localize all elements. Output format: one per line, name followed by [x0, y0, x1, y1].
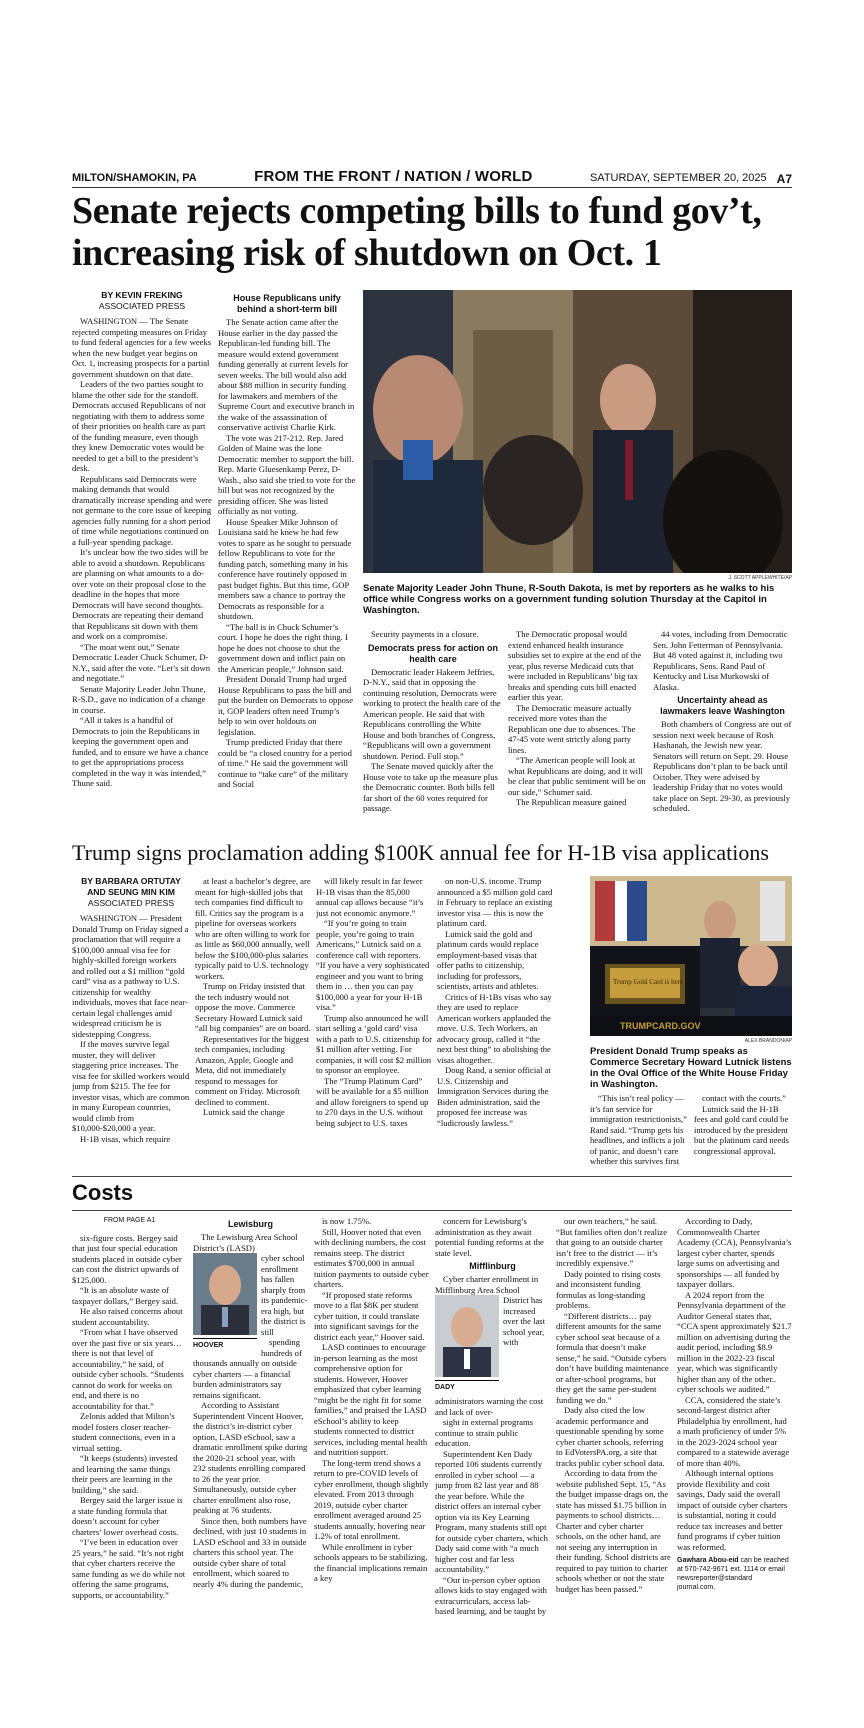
paragraph: 44 votes, including from Democratic Sen. John Fetterman of Pennsylvania. But 48 voted against it, including two Republicans, Sens. Rand Paul of Kentucky and Lisa Murkowski of Alaska.	[653, 629, 788, 692]
story2-col6	[694, 1093, 792, 1173]
paragraph: “It keeps (students) invested and learning the same things their peers are learning in the building,” she said.	[72, 1453, 178, 1495]
hoover-mugshot	[193, 1253, 257, 1351]
paragraph: Bergey said the larger issue is a state funding formula that doesn’t account for cyber charters’ lower overhead costs.	[72, 1495, 183, 1537]
paragraph: If the moves survive legal muster, they will deliver staggering price increases. The visa fee for skilled workers would jump from $215. The fee for investor visas, which are common in many European countries, would climb from $10,000-$20,000 a year.	[72, 1039, 190, 1133]
story1-subhead-3: Uncertainty ahead as lawmakers leave Washington	[660, 695, 785, 716]
story1-col1	[72, 290, 212, 830]
edition-label: MILTON/SHAMOKIN, PA	[72, 172, 197, 184]
paragraph: six-figure costs. Bergey said that just four special education students placed in outside cyber can cost the district upwards of $125,000.	[72, 1232, 182, 1285]
hoover-portrait	[193, 1253, 257, 1335]
paragraph: on non-U.S. income. Trump announced a $5 million gold card in February to replace an existing investor visa — this is now the platinum card.	[437, 876, 553, 928]
costs-section-head: Costs	[72, 1180, 134, 1205]
story2-photo	[590, 876, 792, 1036]
paragraph: Security payments in a closure.	[371, 629, 479, 639]
paragraph: The vote was 217-212. Rep. Jared Golden of Maine was the lone Democratic member to support the bill. Rep. Marie Gluesenkamp Perez, D-Wash., also said she tried to vote for the bill but was not recognized by the presiding officer. She was listed officially as not voting.	[218, 432, 356, 516]
story1-subhead-2: Democrats press for action on health care	[367, 642, 499, 664]
story2-col3	[316, 876, 432, 1168]
paragraph: The Senate moved quickly after the House vote to take up the measure plus the Democratic counter. Both bills fell far short of the 60 votes required for passage.	[363, 761, 498, 813]
paragraph: sight in external programs continue to strain public education.	[435, 1417, 533, 1448]
contact-line	[677, 1556, 792, 1592]
paragraph: House Speaker Mike Johnson of Louisiana said he knew he had few votes to spare as he sought to persuade fellow Republicans to vote for the funding patch, something many in his conference have routinely opposed in past budget fights. But this time, GOP members saw a chance to portray the Democrats as responsible for a shutdown.	[218, 516, 352, 621]
thune-reporters-photo	[363, 290, 792, 573]
paragraph: WASHINGTON — President Donald Trump on Friday signed a proclamation that will require a $100,000 annual visa fee for highly-skilled foreign workers and rolled out a $1 million “gold card” visa as a pathway to U.S. citizenship for wealthy individuals, moves that face near-certain legal challenges amid widespread criticism he is sidestepping Congress.	[72, 913, 189, 1039]
costs-col4-intro: Cyber charter enrollment in Mifflinburg Area School	[435, 1274, 539, 1295]
story1-col3	[363, 629, 503, 829]
costs-col2-wrap: cyber school enrollment has fallen sharply from its pandemic-era high, but the district is still	[261, 1253, 308, 1337]
paragraph: “If you’re going to train people, you’re going to train Americans,” Lutnick said on a conference call with reporters. “If you have a very sophisticated engineer and you want to bring them in … then you can pay $100,000 a year for your H-1B visa.”	[316, 918, 430, 1012]
paragraph: Representatives for the biggest tech companies, including Amazon, Apple, Google and Meta, did not immediately respond to messages for comment on Friday. Microsoft declined to comment.	[195, 1033, 310, 1107]
paragraph: our own teachers,” he said. “But families often don’t realize that going to an outside charter isn’t free to the district — it’s incredibly expensive.”	[556, 1216, 668, 1268]
lewisburg-subhead: Lewisburg	[227, 1219, 273, 1229]
story2-col5	[590, 1093, 688, 1173]
paragraph: “I’ve been in education over 25 years,” he said. “It’s not right that cyber charters receive the same funding as we do while not offering the same programs, supports, or accountability.”	[72, 1537, 186, 1600]
gold-card-text: Trump Gold Card is here	[613, 978, 684, 986]
paragraph: Trump also announced he will start selling a ‘gold card’ visa with a path to U.S. citizenship for $1 million after vetting. For companies, it will cost $2 million to sponsor an employee.	[316, 1012, 432, 1075]
story1-photo	[363, 290, 792, 573]
paragraph: Lutnick said the gold and platinum cards would replace employment-based visas that offer paths to citizenship, including for professors, scientists, artists and athletes.	[437, 928, 539, 991]
story2-col4	[437, 876, 553, 1168]
paragraph: According to Dady, Commonwealth Charter Academy (CCA), Pennsylvania’s largest cyber charter, spends large sums on advertising and sponsorships — all funded by taxpayer dollars.	[677, 1216, 792, 1289]
paragraph: WASHINGTON — The Senate rejected competing measures on Friday to fund federal agencies for a few weeks when the new budget year begins on Oct. 1, increasing prospects for a partial government shutdown on that date.	[72, 316, 212, 379]
paragraph: “Our in-person cyber option allows kids to stay engaged with extracurriculars, access lab-based learning, and be taught by	[435, 1574, 547, 1616]
paragraph: Still, Hoover noted that even with declining numbers, the cost remains steep. The district estimates $700,000 in annual tuition payments to outside cyber charters.	[314, 1226, 429, 1289]
paragraph: Lutnick said the change	[203, 1107, 285, 1117]
paragraph: spending hundreds of thousands annually on outside cyber charters — a financial burden administrators say remains significant.	[193, 1337, 302, 1400]
paragraph: Leaders of the two parties sought to blame the other side for the standoff. Democrats accused Republicans of not negotiating with them to address some of their priorities on health care as part of the funding measure, even though they knew Democratic votes would be needed to get a bill to the president’s desk.	[72, 379, 206, 473]
paragraph: Republicans said Democrats were making demands that would dramatically increase spending and were not germane to the core issue of keeping agencies fully running for a short period of time while negotiations continued on a full-year spending package.	[72, 473, 212, 547]
story1-photo-credit: J. SCOTT APPLEWHITE/AP	[728, 575, 792, 581]
paragraph: Dady also cited the low academic performance and questionable spending by some cyber charter schools, referring to EdVotersPA.org, a site that tracks public cyber school data.	[556, 1405, 665, 1468]
paragraph: at least a bachelor’s degree, are meant for high-skilled jobs that tech companies find difficult to fill. Critics say the program is a pipeline for overseas workers who are often willing to work for as little as $60,000 annually, well below the $100,000-plus salaries typically paid to U.S. technology workers.	[195, 876, 311, 981]
paragraph: Since then, both numbers have declined, with just 10 students in LASD eSchool and 33 in outside charters this school year. The outside cyber share of total enrollment, which soared to nearly 4% during the pandemic,	[193, 1515, 307, 1589]
story2-col1	[72, 876, 190, 1168]
paragraph: Senate Majority Leader John Thune, R-S.D., gave no indication of a change in course.	[72, 683, 206, 715]
paragraph: Zelonis added that Milton’s model fosters closer teacher-student connections, even in a virtual setting.	[72, 1411, 176, 1453]
paragraph: The Democratic measure actually received more votes than the Republican one due to absences. The 47-45 vote went strictly along party lines.	[508, 702, 636, 755]
paragraph: “From what I have observed over the past five or six years… there is not that level of accountability,” he said, of outside cyber schools. “Students cannot do work for weeks on end, and there is no accountability for that.”	[72, 1327, 184, 1411]
dady-mugshot	[435, 1295, 499, 1393]
paragraph: According to Assistant Superintendent Vincent Hoover, the district’s in-district cyber option, LASD eSchool, saw a dramatic enrollment spike during the 2020-21 school year, with 232 students enrolling compared to 26 the year prior. Simultaneously, outside cyber charter enrollment also rose, peaking at 76 students.	[193, 1400, 308, 1515]
story2-col2	[195, 876, 311, 1168]
story1-col5	[653, 629, 792, 829]
hoover-mug-label: HOOVER	[193, 1338, 257, 1352]
story1-agency: ASSOCIATED PRESS	[98, 301, 186, 311]
paragraph: The Democratic proposal would extend enhanced health insurance subsidies set to expire at the end of the year, plus reverse Medicaid cuts that were included in Republicans’ big tax breaks and spending cuts bill enacted earlier this year.	[508, 629, 642, 702]
story1-caption: Senate Majority Leader John Thune, R-South Dakota, is met by reporters as he walks to his office while Congress works on a government funding solution Thursday at the Capitol in Washington.	[363, 583, 775, 616]
costs-col1	[72, 1216, 187, 1656]
story2-agency: ASSOCIATED PRESS	[87, 898, 175, 908]
paragraph: The long-term trend shows a return to pre-COVID levels of cyber enrollment, though slightly elevated. From 2013 through 2019, outside cyber charter enrollment averaged around 25 students annually, hovering near 1.2% of total enrollment.	[314, 1457, 429, 1541]
story2-headline: Trump signs proclamation adding $100K annual fee for H-1B visa applications	[72, 840, 769, 865]
costs-rule	[72, 1210, 792, 1211]
story1-subhead-1: House Republicans unify behind a short-term bill	[233, 293, 341, 314]
paragraph: H-1B visas, which require	[80, 1133, 171, 1144]
paragraph: He also raised concerns about student accountability.	[72, 1306, 183, 1327]
oval-office-photo	[590, 876, 792, 1036]
section-rule	[72, 1176, 792, 1177]
paragraph: concern for Lewisburg’s administration as they await potential funding reforms at the state level.	[435, 1216, 544, 1258]
paragraph: “The American people will look at what Republicans are doing, and it will be clear that public sentiment will be on our side,” Schumer said.	[508, 755, 646, 797]
paragraph: “The moat went out,” Senate Democratic Leader Chuck Schumer, D-N.Y., said after the vote. “Let’s sit down and negotiate.”	[72, 641, 211, 683]
paragraph: will likely result in far fewer H-1B visas than the 85,000 annual cap allows because “it’s just not economic anymore.”	[316, 876, 424, 918]
page-number: A7	[776, 172, 792, 186]
costs-col4	[435, 1216, 550, 1656]
folio	[72, 168, 792, 188]
section-label: FROM THE FRONT / NATION / WORLD	[254, 168, 533, 185]
trumpcard-sign-text: TRUMPCARD.GOV	[620, 1021, 701, 1031]
paragraph: Both chambers of Congress are out of session next week because of Rosh Hashanah, the Jewish new year. Senators will return on Sept. 29. House Republicans don’t plan to be back until October. They were advised by leadership Friday that no votes would take place on Sept. 29-30, as previously scheduled.	[653, 719, 792, 813]
contact-name: Gawhara Abou-eid	[677, 1557, 739, 1564]
story2-byline-1: BY BARBARA ORTUTAY	[81, 876, 181, 886]
paragraph: Although internal options provide flexibility and cost savings, Dady said the overall impact of outside cyber charters is substantial, noting it could reduce tax increases and better fund programs if cyber tuition was reformed.	[677, 1468, 788, 1552]
paragraph: Trump on Friday insisted that the tech industry would not oppose the move. Commerce Secretary Howard Lutnick said “all big companies” are on board.	[195, 981, 311, 1033]
paragraph: The Republican measure gained	[516, 797, 627, 807]
paragraph: CCA, considered the state’s second-largest district after Philadelphia by enrollment, had a math proficiency of under 5% in the 2023-2024 school year compared to a statewide average of more than 40%.	[677, 1394, 790, 1468]
jump-line: FROM PAGE A1	[103, 1217, 156, 1224]
costs-col2-intro: The Lewisburg Area School District’s (LASD)	[193, 1232, 298, 1253]
paragraph: According to data from the website published Sept. 15, “As the budget impasse drags on, the state has missed $1.75 billion in payments to school districts… Charter and cyber charter schools, on the other hand, are not seeing any interruption in their funding. School districts are required to pay tuition to charter schools whether or not the state budget has been passed.”	[556, 1468, 671, 1594]
paragraph: The Senate action came after the House earlier in the day passed the Republican-led funding bill. The measure would extend government funding generally at current levels for seven weeks. The bill would also add about $88 million in security funding for lawmakers and members of the Supreme Court and executive branch in the wake of the assassination of conservative activist Charlie Kirk.	[218, 317, 355, 432]
paragraph: “If proposed state reforms move to a flat $8K per student cyber tuition, it could translate into significant savings for the district each year,” Hoover said.	[314, 1289, 425, 1342]
costs-col2	[193, 1216, 308, 1656]
paragraph: “All it takes is a handful of Democrats to join the Republicans in keeping the government open and funded, and to ensure we have a chance to get the appropriations process completed in the way it was intended,” Thune said.	[72, 715, 209, 788]
paragraph: Democratic leader Hakeem Jeffries, D-N.Y., said that in opposing the continuing resolution, Democrats were working to protect the health care of the American people. He said that with Republicans controlling the White House and both branches of Congress, “Republicans will own a government shutdown. Period. Full stop.”	[363, 666, 501, 761]
costs-col3	[314, 1216, 429, 1656]
dady-mug-label: DADY	[435, 1380, 499, 1394]
paragraph: is now 1.75%.	[322, 1216, 372, 1226]
story1-headline: Senate rejects competing bills to fund gov’t, increasing risk of shutdown on Oct. 1	[72, 190, 762, 274]
costs-col4-wrap: District has increased over the last school year, with administrators warning the cost and lack of over-	[435, 1295, 545, 1417]
story2-photo-credit: ALEX BRANDON/AP	[744, 1038, 792, 1044]
paragraph: Trump predicted Friday that there could be “a closed country for a period of time.” He said the government will continue to “take care” of the military and Social	[218, 737, 352, 789]
paragraph: LASD continues to encourage in-person learning as the most comprehensive option for students. However, Hoover emphasized that cyber learning “might be the right fit for some families,” and praised the LASD eSchool’s ability to keep students connected to district services, including mental health and nutrition support.	[314, 1342, 428, 1457]
paragraph: Lutnick said the H-1B fees and gold card could be introduced by the president but the platinum card needs congressional approval.	[694, 1103, 789, 1156]
date-label: SATURDAY, SEPTEMBER 20, 2025	[589, 172, 767, 184]
story2-caption: President Donald Trump speaks as Commerce Secretary Howard Lutnick listens in the Oval Office of the White House Friday in Washington.	[590, 1046, 792, 1090]
paragraph: Superintendent Ken Dady reported 106 students currently enrolled in cyber school — a jump from 82 last year and 88 the year before. While the district offers an internal cyber option via its Key Learning Program, many students still opt for outside cyber charters, which Dady said come with “a much higher cost and far less accountability.”	[435, 1448, 548, 1574]
paragraph: Dady pointed to rising costs and inconsistent funding formulas as long-standing problems.	[556, 1268, 661, 1310]
paragraph: President Donald Trump had urged House Republicans to pass the bill and put the burden on Democrats to oppose it, GOP leaders often need Trump’s help to win over holdouts on legislation.	[218, 674, 354, 737]
paragraph: Critics of H-1Bs visas who say they are used to replace American workers applauded the move. U.S. Tech Workers, an advocacy group, called it “the next best thing” to abolishing the visas altogether.	[437, 991, 552, 1065]
paragraph: “The ball is in Chuck Schumer’s court. I hope he does the right thing. I hope he does not choose to shut the government down and inflict pain on the American people,” Johnson said.	[218, 621, 348, 674]
paragraph: The “Trump Platinum Card” will be available for a $5 million and allow foreigners to spend up to 270 days in the U.S. without being subject to U.S. taxes	[316, 1075, 429, 1128]
paragraph: “Different districts… pay different amounts for the same cyber school seat because of a formula that doesn’t make sense,” he said. “Outside cybers don’t have building maintenance or after-school programs, but they get the same per-student funding we do.”	[556, 1310, 669, 1405]
dady-portrait	[435, 1295, 499, 1377]
mifflinburg-subhead: Mifflinburg	[469, 1261, 516, 1271]
paragraph: While enrollment in cyber schools appears to be stabilizing, the financial implications remain a key	[314, 1541, 428, 1583]
paragraph: “It is an absolute waste of taxpayer dollars,” Bergey said.	[72, 1285, 179, 1306]
costs-col5	[556, 1216, 671, 1656]
story2-byline-2: AND SEUNG MIN KIM	[87, 887, 175, 897]
paragraph: contact with the courts.”	[702, 1093, 786, 1103]
story1-col2	[218, 290, 356, 830]
story1-col4	[508, 629, 648, 829]
costs-col6	[677, 1216, 792, 1656]
paragraph: It’s unclear how the two sides will be able to avoid a shutdown. Republicans are planning on what amounts to a do-over vote on their proposal close to the deadline in the hopes that more Democrats will have second thoughts. Democrats are repeating their demand that Republicans sit down with them and work on a compromise.	[72, 547, 209, 641]
story1-byline: BY KEVIN FREKING	[101, 290, 183, 300]
contact-text: can be reached at 570-742-9671 ext. 1114 or email newsreporter@standard journal.com.	[677, 1557, 789, 1591]
paragraph: “This isn’t real policy — it’s fan service for immigration restrictionists,” Rand said. “Trump gets his headlines, and inflicts a jolt of panic, and doesn’t care whether this survives first	[590, 1093, 687, 1166]
paragraph: Doug Rand, a senior official at U.S. Citizenship and Immigration Services during the Biden administration, said the proposed fee increase was “ludicrously lawless.”	[437, 1065, 551, 1128]
paragraph: A 2024 report from the Pennsylvania department of the Auditor General states that, “CCA spent approximately $21.7 million on advertising during the audit period, including $8.9 million in the 2022-23 fiscal year, which was significantly higher than any of the other.. cyber schools we audited.”	[677, 1289, 792, 1394]
